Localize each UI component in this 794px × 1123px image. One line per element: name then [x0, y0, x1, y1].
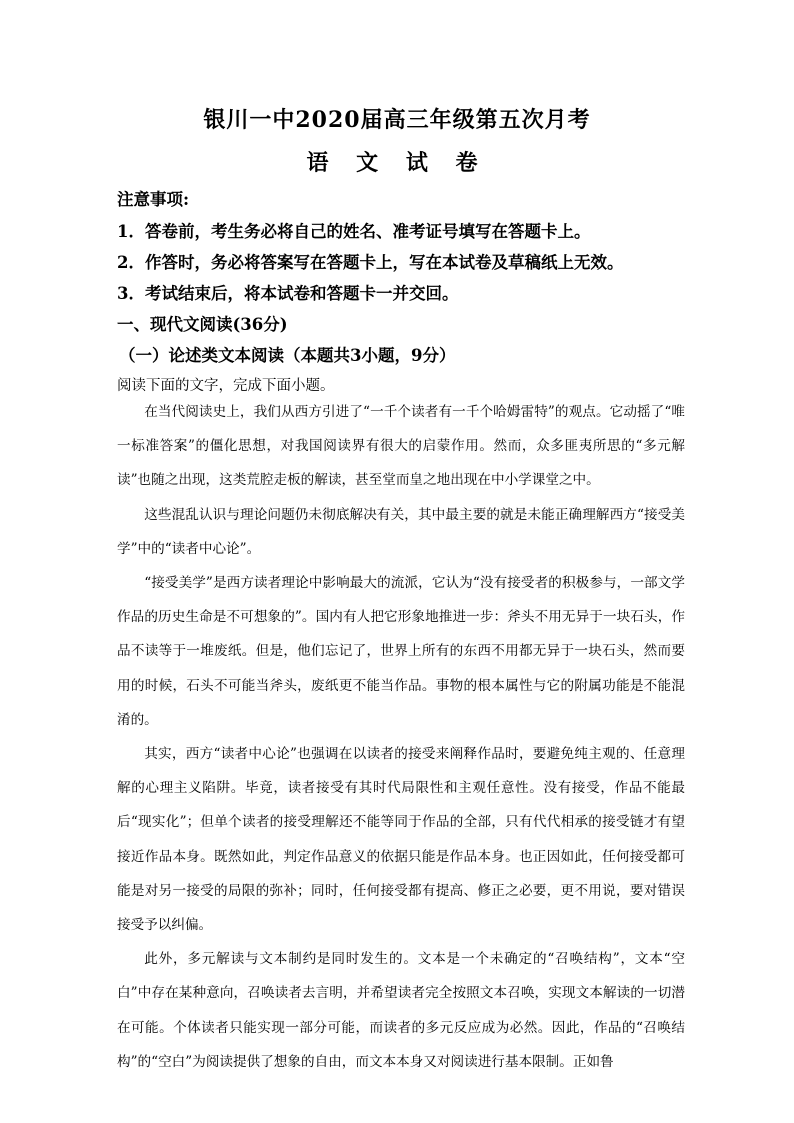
reading-passage	[117, 395, 685, 1079]
passage-paragraph-4: 其实，西方“读者中心论”也强调在以读者的接受来阐释作品时，要避免纯主观的、任意理解的心理主义陷阱。毕竟，读者接受有其时代局限性和主观任意性。没有接受，作品不能最后“现实化”；但单个读者的接受理解还不能等同于作品的全部，只有代代相承的接受链才有望接近作品本身。既然如此，判定作品意义的依据只能是作品本身。也正因如此，任何接受都可能是对另一接受的局限的弥补；同时，任何接受都有提高、修正之必要，更不用说，要对错误接受予以纠偏。	[117, 746, 685, 934]
passage-paragraph-5: 此外，多元解读与文本制约是同时发生的。文本是一个未确定的“召唤结构”，文本“空白”中存在某种意向，召唤读者去言明，并希望读者完全按照文本召唤，实现文本解读的一切潜在可能。个体读者只能实现一部分可能，而读者的多元反应成为必然。因此，作品的“召唤结构”的“空白”为阅读提供了想象的自由，而文本本身又对阅读进行基本限制。正如鲁	[117, 951, 685, 1070]
subsection-title: （一）论述类文本阅读（本题共3小题，9分）	[119, 346, 456, 365]
notice-item-2: 2．作答时，务必将答案写在答题卡上，写在本试卷及草稿纸上无效。	[117, 253, 624, 272]
exam-title: 银川一中2020届高三年级第五次月考	[203, 107, 591, 133]
exam-subtitle: 语 文 试 卷	[306, 150, 488, 176]
section-title: 一、现代文阅读(36分)	[117, 315, 288, 334]
passage-paragraph-3: “接受美学”是西方读者理论中影响最大的流派，它认为“没有接受者的积极参与，一部文学作品的历史生命是不可想象的”。国内有人把它形象地推进一步：斧头不用无异于一块石头，作品不读等于一堆废纸。但是，他们忘记了，世界上所有的东西不用都无异于一块石头，然而要用的时候，石头不可能当斧头，废纸更不能当作品。事物的根本属性与它的附属功能是不能混淆的。	[117, 575, 685, 728]
notice-item-1: 1．答卷前，考生务必将自己的姓名、准考证号填写在答题卡上。	[117, 222, 591, 241]
passage-paragraph-1: 在当代阅读史上，我们从西方引进了“一千个读者有一千个哈姆雷特”的观点。它动摇了“唯一标准答案”的僵化思想，对我国阅读界有很大的启蒙作用。然而，众多匪夷所思的“多元解读”也随之出现，这类荒腔走板的解读，甚至堂而皇之地出现在中小学课堂之中。	[117, 404, 685, 489]
notice-item-3: 3．考试结束后，将本试卷和答题卡一并交回。	[117, 284, 459, 303]
passage-paragraph-2: 这些混乱认识与理论问题仍未彻底解决有关，其中最主要的就是未能正确理解西方“接受美学”中的“读者中心论”。	[117, 506, 685, 557]
notice-heading: 注意事项:	[117, 190, 190, 209]
reading-instruction: 阅读下面的文字，完成下面小题。	[117, 378, 335, 394]
